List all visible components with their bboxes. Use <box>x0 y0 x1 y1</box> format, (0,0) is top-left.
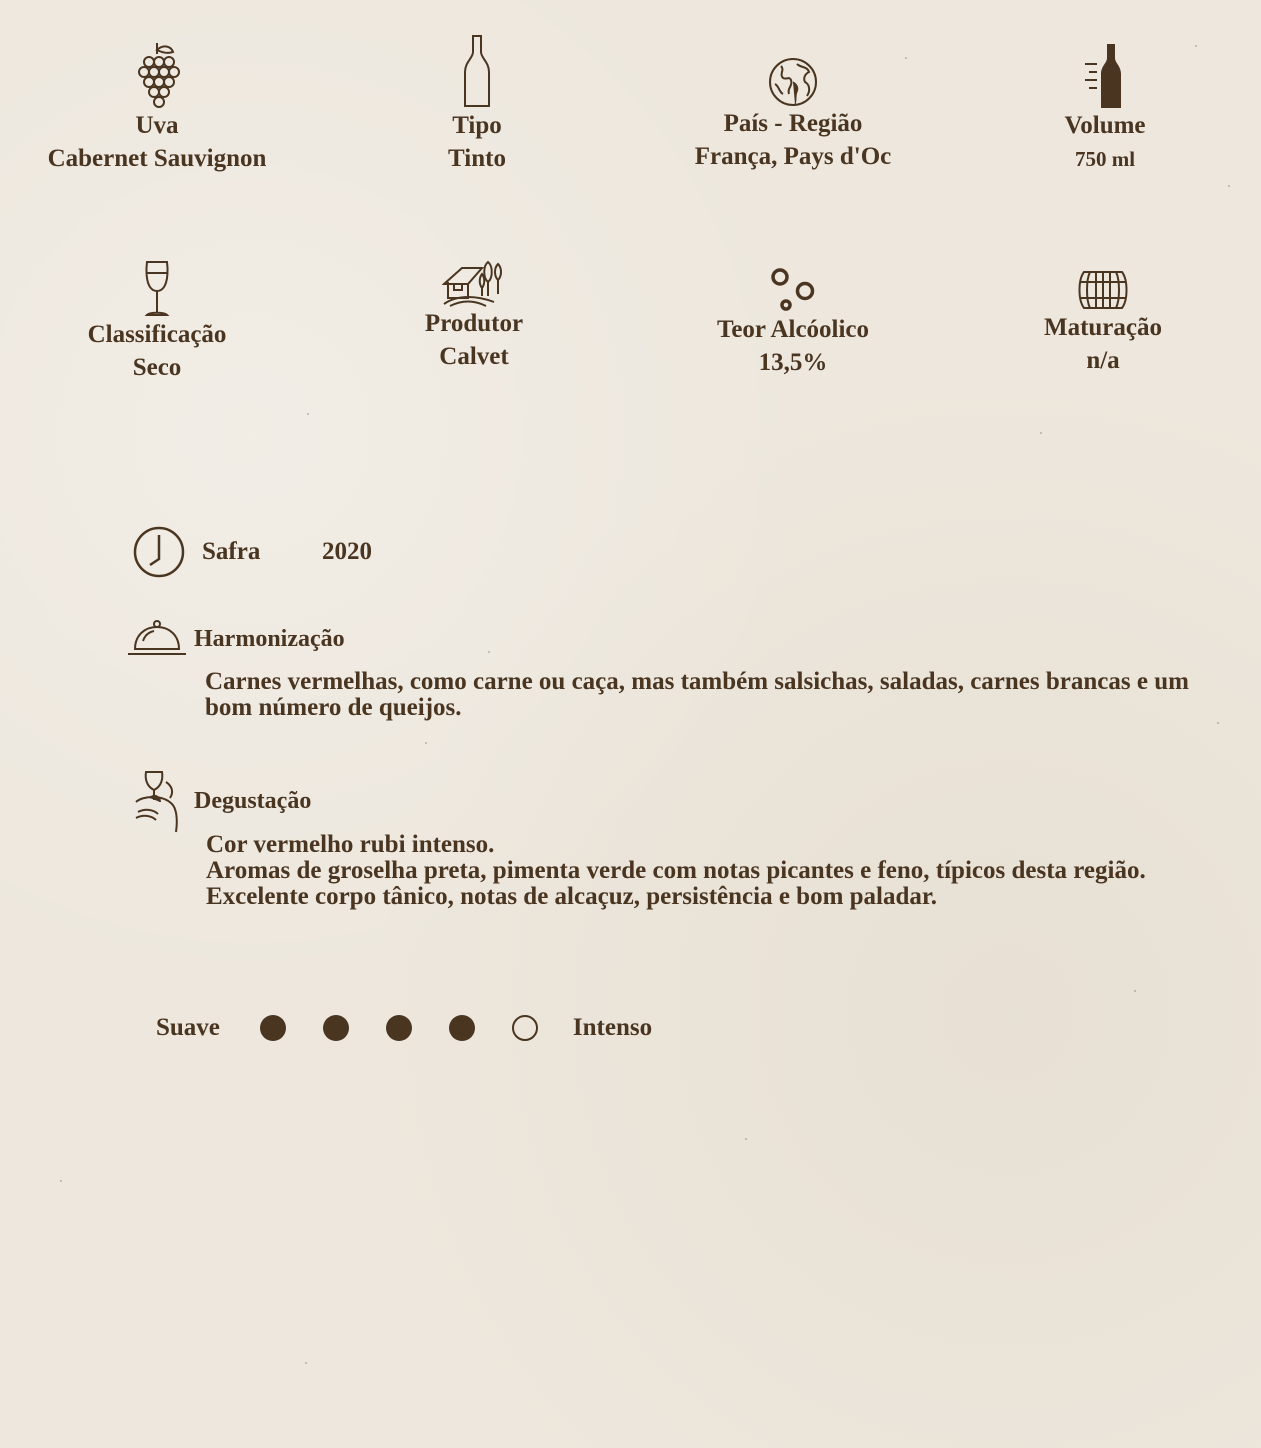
degustacao-line: Cor vermelho rubi intenso. <box>206 831 495 858</box>
clock-icon <box>132 525 186 579</box>
degustacao-line: Excelente corpo tânico, notas de alcaçuz, persistência e bom paladar. <box>206 883 937 910</box>
spec-teor-alcoolico <box>673 266 913 380</box>
spec-produtor <box>354 258 594 374</box>
spec-volume <box>985 42 1225 176</box>
intensity-dot-filled <box>323 1015 349 1041</box>
spec-label: Tipo <box>452 112 502 139</box>
paper-speck <box>307 413 309 415</box>
spec-label: Teor Alcóolico <box>716 316 870 343</box>
wine-glass-icon <box>142 259 172 319</box>
intensity-dot-empty <box>512 1015 538 1041</box>
spec-label: Produtor <box>424 310 524 337</box>
bottle-filled-icon <box>1083 42 1127 110</box>
spec-value: n/a <box>1086 347 1120 374</box>
globe-icon <box>767 56 819 108</box>
tasting-hand-icon <box>132 768 182 836</box>
spec-pais-regiao <box>673 56 913 174</box>
spec-maturacao <box>983 268 1223 378</box>
spec-value: Tinto <box>448 145 506 172</box>
bottle-outline-icon <box>462 34 492 110</box>
degustacao-title: Degustação <box>194 788 312 814</box>
spec-value: França, Pays d'Oc <box>694 143 892 170</box>
cloche-icon <box>127 619 187 657</box>
spec-value: 13,5% <box>758 349 828 376</box>
paper-speck <box>488 651 490 653</box>
intensity-dot-filled <box>260 1015 286 1041</box>
spec-value: Cabernet Sauvignon <box>47 145 267 172</box>
intensity-min-label: Suave <box>156 1014 220 1041</box>
spec-tipo <box>357 34 597 176</box>
paper-speck <box>745 1138 747 1140</box>
paper-speck <box>305 1362 307 1364</box>
paper-speck <box>425 742 427 744</box>
spec-label: Maturação <box>1043 314 1163 341</box>
safra-row <box>132 525 372 579</box>
spec-label: País - Região <box>723 110 863 137</box>
degustacao-text <box>206 832 1196 910</box>
safra-label: Safra <box>202 538 261 565</box>
degustacao-line: Aromas de groselha preta, pimenta verde com notas picantes e feno, típicos desta região. <box>206 857 1146 884</box>
paper-speck <box>1217 722 1219 724</box>
harmonizacao-title: Harmonização <box>194 626 345 652</box>
spec-label: Volume <box>1064 112 1146 139</box>
spec-classificacao <box>37 259 277 385</box>
grape-icon <box>133 40 181 110</box>
intensity-dots <box>260 1015 538 1041</box>
spec-label: Uva <box>135 112 179 139</box>
safra-value: 2020 <box>322 538 372 565</box>
spec-value: Calvet <box>439 343 509 370</box>
harmonizacao-text: Carnes vermelhas, como carne ou caça, mas também salsichas, saladas, carnes brancas e um bom número de queijos. <box>205 668 1189 721</box>
spec-value: 750 ml <box>1074 147 1136 171</box>
barrel-icon <box>1074 268 1132 312</box>
intensity-dot-filled <box>449 1015 475 1041</box>
intensity-dot-filled <box>386 1015 412 1041</box>
intensity-max-label: Intenso <box>572 1014 653 1041</box>
paper-speck <box>1040 432 1042 434</box>
paper-speck <box>60 1180 62 1182</box>
intensity-scale <box>156 1008 652 1048</box>
winery-icon <box>442 258 506 308</box>
paper-speck <box>1134 990 1136 992</box>
bubbles-icon <box>769 266 817 314</box>
spec-label: Classificação <box>87 321 227 348</box>
paper-speck <box>1228 185 1230 187</box>
spec-value: Seco <box>132 354 182 381</box>
spec-uva <box>37 40 277 176</box>
